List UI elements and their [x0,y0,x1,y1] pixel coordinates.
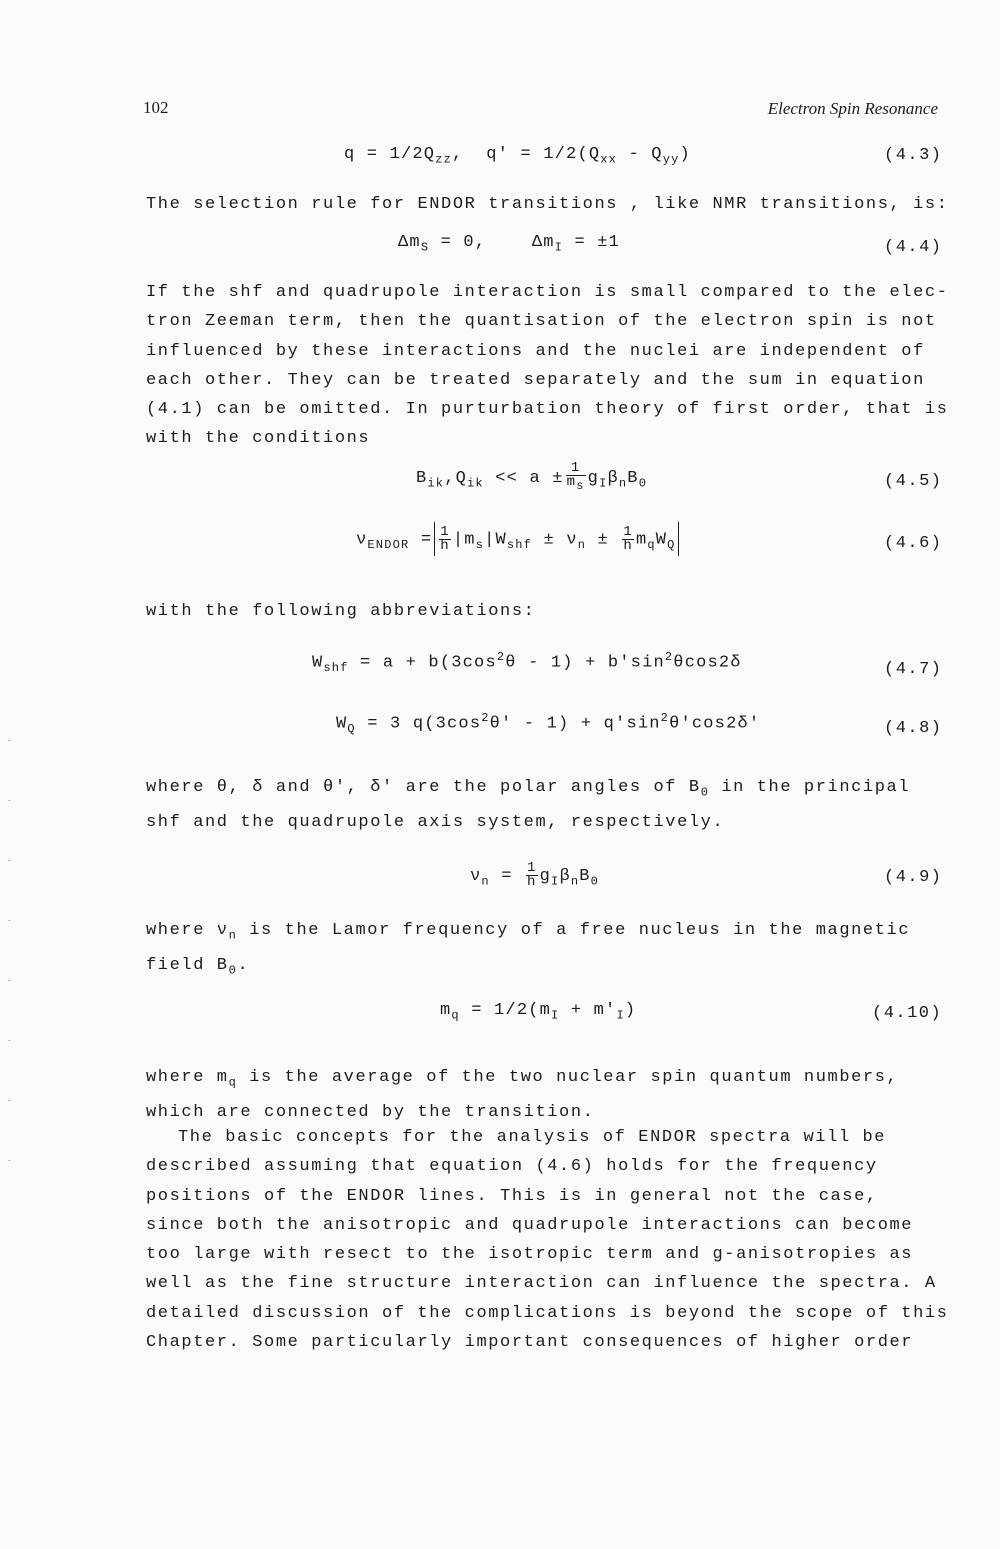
text-line: well as the fine structure interaction can influence the spectra. A [146,1274,937,1294]
page-number: 102 [143,98,169,117]
text-line: since both the anisotropic and quadrupole interactions can become [146,1215,914,1235]
scan-mark [8,800,11,801]
equation-number: (4.10) [872,1004,943,1023]
paragraph [146,773,910,837]
text-line: detailed discussion of the complications is beyond the scope of this [146,1303,949,1323]
text-line: each other. They can be treated separately and the sum in equation [146,370,925,390]
equation-4-10: $m_q = 1/2(m_I + m'_I)$ [440,1001,637,1023]
running-title: Electron Spin Resonance [767,99,938,118]
equation-4-9: $\nu_n$ = $\frac{1}{h}$ $g_I\beta_nB_0$ [470,860,600,890]
equation-number: (4.6) [884,534,943,553]
scan-mark [8,1100,11,1101]
equation-4-7: $W_{shf} = a + b(3\cos^2\theta - 1) + b'\sin^2\theta\cos 2\delta$ [312,650,742,676]
text-line: where $m_q$ is the average of the two nuclear spin quantum numbers, [146,1068,899,1090]
paragraph [146,278,949,454]
scan-mark [8,920,11,921]
scan-mark [8,980,11,981]
text-line: tron Zeeman term, then the quantisation of the electron spin is not [146,312,937,332]
text-line: where θ, δ and θ', δ' are the polar angles of $B_0$ in the principal [146,778,911,800]
equation-4-6: $\nu_{ENDOR}$ = $\frac{1}{h}$ $|m_s|W_{shf} \pm \nu_n$ ± $\frac{1}{h}$ $m_qW_Q$ [356,522,681,556]
text-line: influenced by these interactions and the nuclei are independent of [146,341,925,361]
text-line: The basic concepts for the analysis of ENDOR spectra will be [178,1128,887,1147]
equation-number: (4.8) [884,719,943,738]
text-line: Chapter. Some particularly important consequences of higher order [146,1333,914,1353]
text-line: field $B_0$. [146,955,250,978]
text-line: with the following abbreviations: [146,602,536,621]
scan-mark [8,740,11,741]
text-line: (4.1) can be omitted. In purturbation theory of first order, that is [146,400,949,420]
text-line: with the conditions [146,429,371,449]
scan-mark [8,860,11,861]
scan-mark [8,1160,11,1161]
paragraph [146,1063,898,1127]
equation-4-3: $q = 1/2Q_{zz}$, $q' = 1/2(Q_{xx} - Q_{yy})$ [344,145,691,167]
equation-4-8: $W_Q = 3$ $q(3\cos^2\theta' - 1) + q'\sin^2\theta'\cos 2\delta'$ [336,711,761,737]
text-line: too large with resect to the isotropic term and g-anisotropies as [146,1245,914,1265]
scan-mark [8,1040,11,1041]
text-line: which are connected by the transition. [146,1102,595,1122]
text-line: shf and the quadrupole axis system, respectively. [146,812,725,832]
equation-number: (4.9) [884,868,943,887]
text-line: If the shf and quadrupole interaction is small compared to the elec- [146,283,949,302]
equation-number: (4.4) [884,238,943,257]
text-line: The selection rule for ENDOR transitions , like NMR transitions, is: [146,195,949,214]
text-line: described assuming that equation (4.6) holds for the frequency [146,1157,878,1177]
equation-number: (4.5) [884,472,943,491]
equation-number: (4.3) [884,146,943,165]
equation-4-5: $B_{ik},Q_{ik} << a$ ± $\frac{1}{m_s}$ $g_I\beta_nB_0$ [416,460,648,493]
paragraph [146,1123,949,1357]
paragraph [146,916,910,985]
equation-4-4: $\Delta m_S = 0$, $\Delta m_I = \pm 1$ [398,233,621,255]
text-line: where $\nu_n$ is the Lamor frequency of a free nucleus in the magnetic [146,921,911,943]
text-line: positions of the ENDOR lines. This is in general not the case, [146,1186,878,1206]
equation-number: (4.7) [884,660,943,679]
